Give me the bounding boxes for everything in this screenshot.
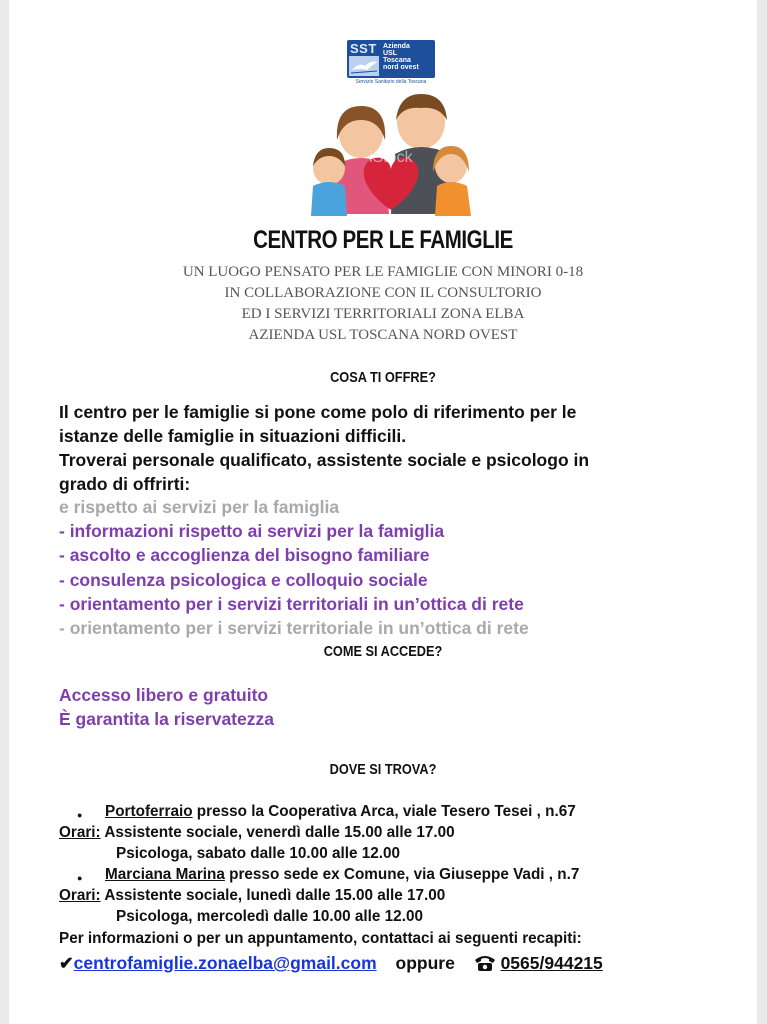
hours-line — [59, 886, 445, 907]
location-address: presso sede ex Comune, via Giuseppe Vadi , n.7 — [224, 866, 580, 883]
location-line — [77, 865, 579, 886]
access-heading: COME SI ACCEDE? — [323, 643, 443, 660]
logo-box — [347, 40, 435, 78]
hours-psych: Psicologa, mercoledì dalle 10.00 alle 12.00 — [116, 908, 423, 925]
phone-icon — [474, 954, 496, 972]
location-line — [77, 802, 576, 823]
page-title: CENTRO PER LE FAMIGLIE — [253, 226, 513, 254]
access-line: È garantita la riservatezza — [59, 709, 274, 729]
subtitle-block — [9, 262, 757, 346]
subtitle-line: ED I SERVIZI TERRITORIALI ZONA ELBA — [241, 306, 525, 322]
hours-psych: Psicologa, sabato dalle 10.00 alle 12.00 — [116, 845, 400, 862]
email-link[interactable]: centrofamiglie.zonaelba@gmail.com — [73, 953, 377, 973]
list-item: - consulenza psicologica e colloquio sociale — [59, 569, 428, 590]
hours-social: Assistente sociale, venerdì dalle 15.00 alle 17.00 — [100, 824, 455, 841]
watermark-text: iStock — [369, 149, 413, 166]
faded-item: - orientamento per i servizi territoriale in un’ottica di rete — [59, 618, 529, 639]
or-text: oppure — [395, 953, 455, 973]
paragraph-line: Il centro per le famiglie si pone come polo di riferimento per le — [59, 402, 577, 422]
location-place: Marciana Marina — [105, 866, 225, 883]
location-place: Portoferraio — [105, 803, 193, 820]
check-icon: ✔ — [59, 953, 74, 973]
phone-number[interactable]: 0565/944215 — [500, 953, 603, 973]
logo-subtitle: Servizio Sanitario della Toscana — [355, 79, 427, 85]
paragraph-line: grado di offrirti: — [59, 474, 191, 494]
family-heart-icon — [299, 92, 484, 222]
usl-logo — [339, 38, 443, 86]
paragraph-line: istanze delle famiglie in situazioni difficili. — [59, 426, 407, 446]
offer-list — [59, 495, 529, 640]
bird-icon — [349, 56, 379, 76]
bullet-icon: ● — [77, 873, 83, 883]
access-block — [59, 683, 274, 731]
list-item: - ascolto e accoglienza del bisogno familiare — [59, 545, 430, 566]
logo-text: Azienda USL Toscana nord ovest — [383, 43, 419, 71]
offer-paragraph — [59, 400, 739, 496]
access-line: Accesso libero e gratuito — [59, 685, 269, 705]
contact-line — [59, 953, 603, 974]
location-address: presso la Cooperativa Arca, viale Tesero Tesei , n.67 — [192, 803, 576, 820]
subtitle-line: IN COLLABORAZIONE CON IL CONSULTORIO — [224, 285, 542, 301]
where-heading: DOVE SI TROVA? — [329, 761, 437, 778]
list-item: - informazioni rispetto ai servizi per la famiglia — [59, 521, 445, 542]
subtitle-line: UN LUOGO PENSATO PER LE FAMIGLIE CON MINORI 0-18 — [182, 264, 584, 280]
faded-item: e rispetto ai servizi per la famiglia — [59, 497, 340, 517]
subtitle-line: AZIENDA USL TOSCANA NORD OVEST — [248, 327, 518, 343]
flyer-page — [9, 0, 757, 1024]
hours-line — [59, 823, 455, 844]
logo-sst: SST — [350, 41, 377, 56]
paragraph-line: Troverai personale qualificato, assistente sociale e psicologo in — [59, 450, 590, 470]
info-line: Per informazioni o per un appuntamento, contattaci ai seguenti recapiti: — [59, 930, 582, 947]
hours-social: Assistente sociale, lunedì dalle 15.00 alle 17.00 — [100, 887, 446, 904]
bullet-icon: ● — [77, 810, 83, 820]
hours-label: Orari: — [59, 887, 101, 904]
offer-heading: COSA TI OFFRE? — [330, 369, 436, 386]
hours-label: Orari: — [59, 824, 101, 841]
list-item: - orientamento per i servizi territoriali in un’ottica di rete — [59, 593, 524, 614]
